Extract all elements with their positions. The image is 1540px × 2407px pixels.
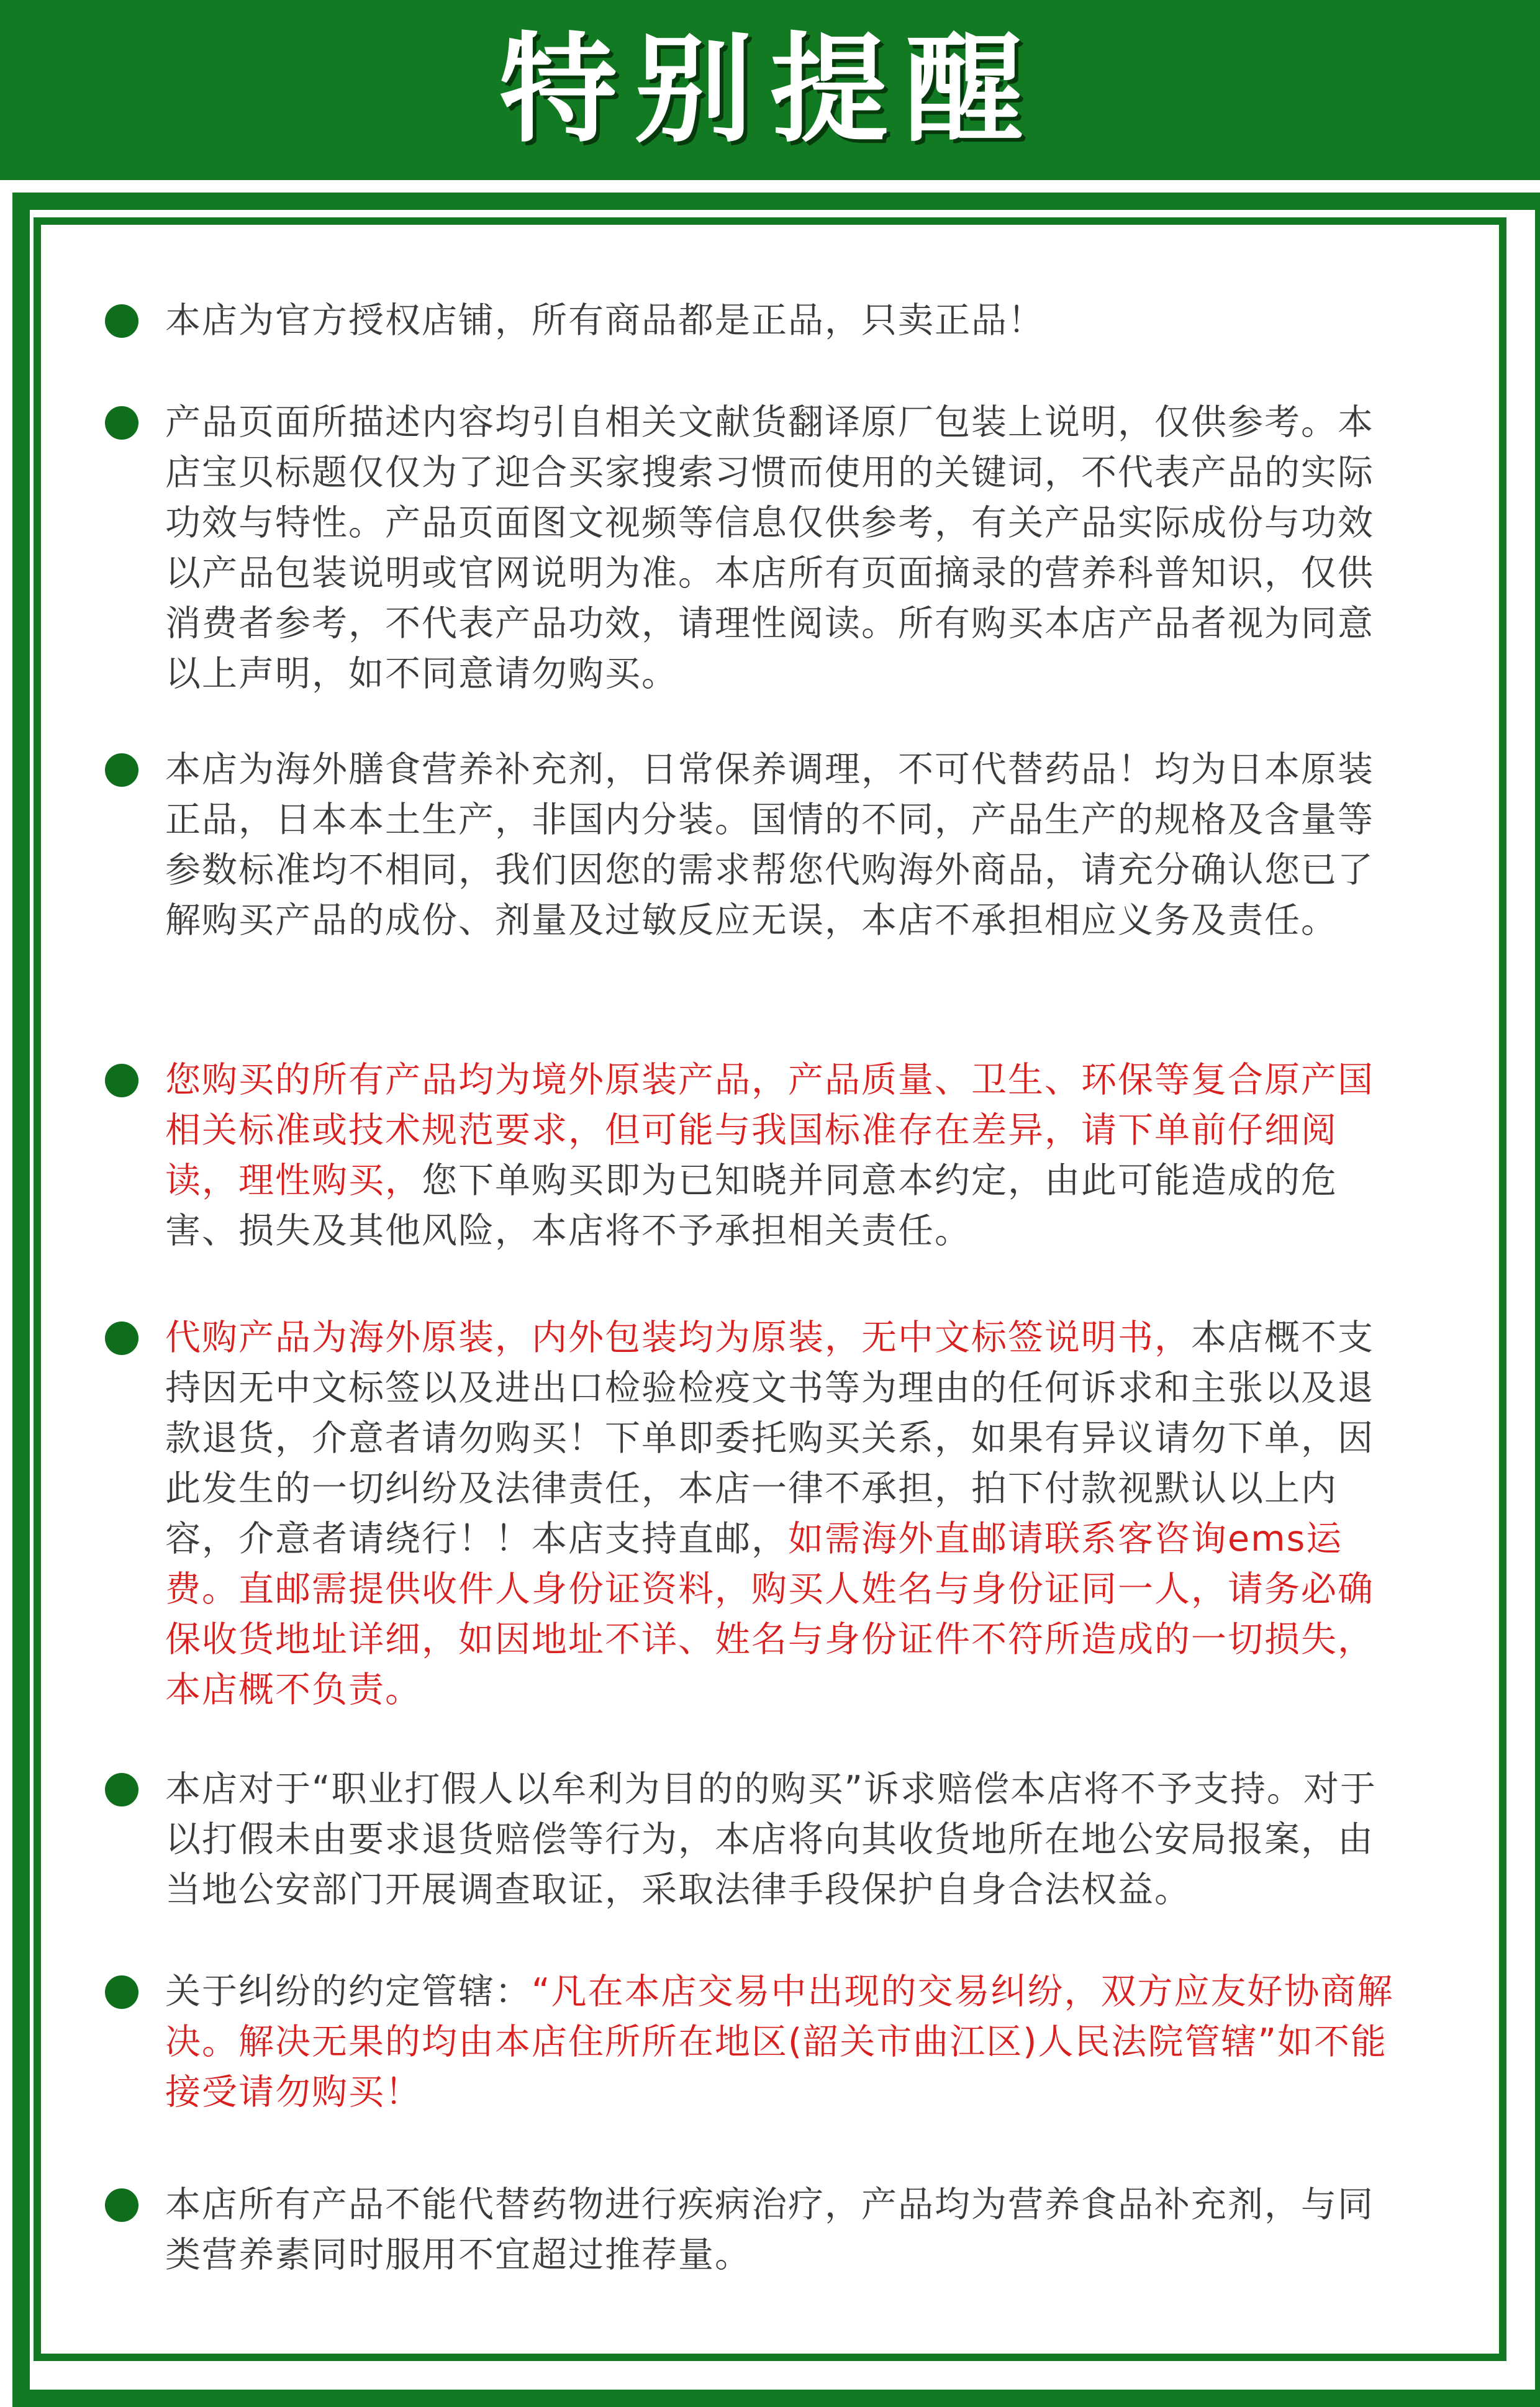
notice-segment-highlight: 代购产品为海外原装，内外包装均为原装，无中文标签说明书， (165, 1317, 1191, 1358)
notice-text (165, 745, 1401, 946)
notice-segment: 产品页面所描述内容均引自相关文献货翻译原厂包装上说明，仅供参考。本店宝贝标题仅仅为了迎合买家搜索习惯而使用的关键词，不代表产品的实际功效与特性。产品页面图文视频等信息仅供参考，有关产品实际成份与功效以产品包装说明或官网说明为准。本店所有页面摘录的营养科普知识，仅供消费者参考，不代表产品功效，请理性阅读。所有购买本店产品者视为同意以上声明，如不同意请勿购买。 (165, 402, 1374, 694)
notice-segment: 本店为官方授权店铺，所有商品都是正品，只卖正品！ (165, 300, 1044, 341)
bullet-dot-icon (105, 753, 138, 787)
notice-text (165, 296, 1401, 346)
notice-text (165, 1967, 1401, 2118)
page-title: 特别提醒 (499, 21, 1041, 158)
bullet-dot-icon (105, 304, 138, 338)
bullet-dot-icon (105, 1321, 138, 1355)
bullet-dot-icon (105, 406, 138, 440)
notice-segment: 您下单购买即为已知晓并同意本约定，由此可能造成的危害、损失及其他风险，本店将不予承担相关责任。 (165, 1160, 1338, 1251)
notice-text (165, 1055, 1401, 1256)
notice-segment: 本店为海外膳食营养补充剂，日常保养调理，不可代替药品！均为日本原装正品，日本本土生产，非国内分装。国情的不同，产品生产的规格及含量等参数标准均不相同，我们因您的需求帮您代购海外商品，请充分确认您已了解购买产品的成份、剂量及过敏反应无误，本店不承担相应义务及责任。 (165, 749, 1374, 941)
notice-segment-highlight: “凡在本店交易中出现的交易纠纷，双方应友好协商解决。解决无果的均由本店住所所在地区(韶关市曲江区)人民法院管辖”如不能接受请勿购买！ (165, 1971, 1394, 2113)
notice-text (165, 397, 1401, 699)
notice-segment: 本店对于“职业打假人以牟利为目的的购买”诉求赔偿本店将不予支持。对于以打假未由要求退货赔偿等行为，本店将向其收货地所在地公安局报案，由当地公安部门开展调查取证，采取法律手段保护自身合法权益。 (165, 1769, 1377, 1910)
notice-segment-highlight: 如需海外直邮请联系客咨询ems运费。直邮需提供收件人身份证资料，购买人姓名与身份证同一人，请务必确保收货地址详细，如因地址不详、姓名与身份证件不符所造成的一切损失，本店概不负责。 (165, 1518, 1374, 1710)
notice-text (165, 2180, 1401, 2280)
notice-segment-highlight: 您购买的所有产品均为境外原装产品，产品质量、卫生、环保等复合原产国相关标准或技术规范要求，但可能与我国标准存在差异，请下单前仔细阅读，理性购买， (165, 1059, 1374, 1201)
notice-text (165, 1313, 1401, 1715)
bullet-dot-icon (105, 1975, 138, 2009)
notice-segment: 本店所有产品不能代替药物进行疾病治疗，产品均为营养食品补充剂，与同类营养素同时服用不宜超过推荐量。 (165, 2184, 1374, 2275)
bullet-dot-icon (105, 2188, 138, 2222)
bullet-dot-icon (105, 1773, 138, 1806)
notice-text (165, 1764, 1401, 1915)
notice-segment: 关于纠纷的约定管辖： (165, 1971, 532, 2012)
notice-segment: 本店概不支持因无中文标签以及进出口检验检疫文书等为理由的任何诉求和主张以及退款退货，介意者请勿购买！下单即委托购买关系，如果有异议请勿下单，因此发生的一切纠纷及法律责任，本店一律不承担，拍下付款视默认以上内容，介意者请绕行！！本店支持直邮， (165, 1317, 1374, 1559)
bullet-dot-icon (105, 1064, 138, 1097)
header-banner (0, 0, 1540, 180)
